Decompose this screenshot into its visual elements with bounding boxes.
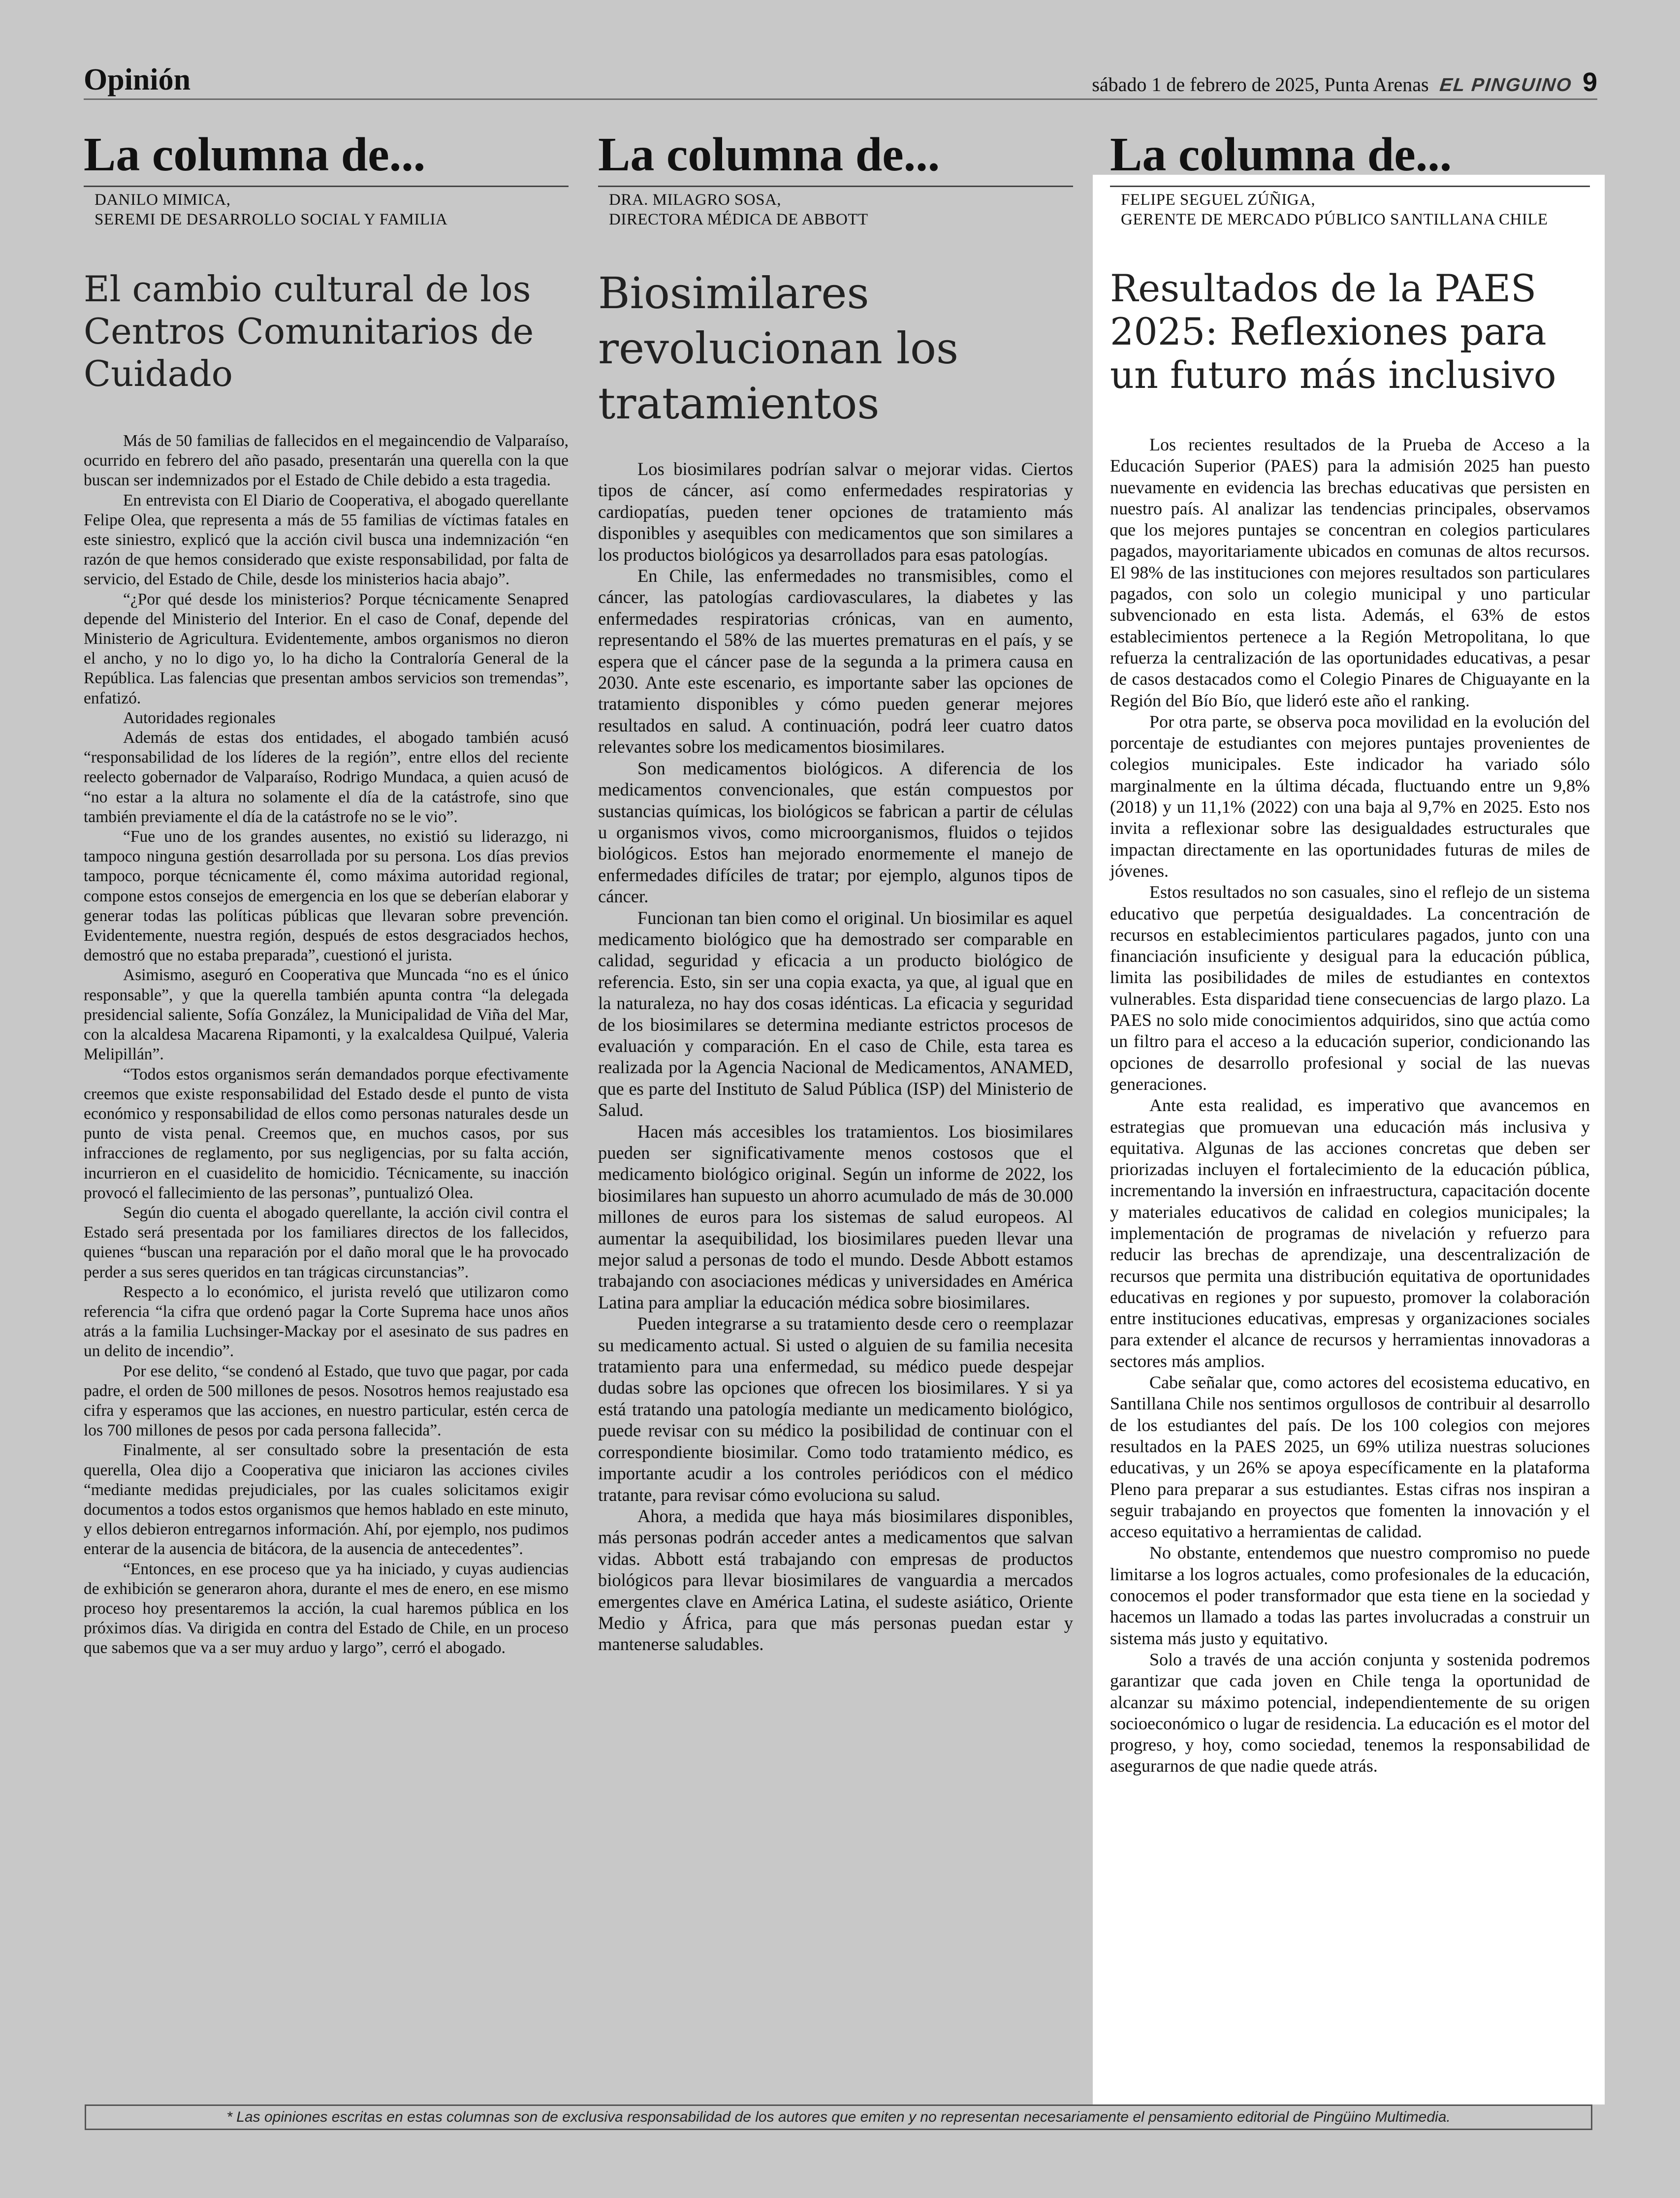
article-paragraph: “Todos estos organismos serán demandados porque efectivamente creemos que existe responsabilidad del Estado desde el punto de vista económico y responsabilidad de ellos como personas naturales desde un punto de vista penal. Creemos que, en muchos casos, por sus infracciones de reglamento, por sus negligencias, por su falta acción, incurrieron en el cuasidelito de homicidio. Técnicamente, su inacción provocó el fallecimiento de las personas”, puntualizó Olea. bbox=[84, 1065, 569, 1202]
article-paragraph: “Entonces, en ese proceso que ya ha iniciado, y cuyas audiencias de exhibición se generaron ahora, durante el mes de enero, en ese mismo proceso hoy presentaremos la acción, la cual haremos pública en los próximos días. Va dirigida en contra del Estado de Chile, en un proceso que sabemos que va a ser muy arduo y largo”, cerró el abogado. bbox=[84, 1560, 569, 1657]
column-kicker: La columna de... bbox=[1110, 130, 1590, 187]
article-paragraph: En Chile, las enfermedades no transmisibles, como el cáncer, las patologías cardiovasculares, la diabetes y las enfermedades respiratorias crónicas, van en aumento, representando el 58% de las muertes prematuras en el país, y se espera que el cáncer pase de la segunda a la primera causa en 2030. Ante este escenario, es importante saber las opciones de tratamiento disponibles y cómo pueden generar mejores resultados en salud. A continuación, podrá leer cuatro datos relevantes sobre los medicamentos biosimilares. bbox=[598, 566, 1073, 757]
header-meta bbox=[1092, 67, 1597, 97]
article-paragraph: En entrevista con El Diario de Cooperativa, el abogado querellante Felipe Olea, que representa a más de 55 familias de víctimas fatales en este siniestro, explicó que la acción civil busca una indemnización “en razón de que hemos considerado que existe responsabilidad, por falta de servicio, del Estado de Chile, desde los ministerios hacia abajo”. bbox=[84, 491, 569, 589]
column-kicker: La columna de... bbox=[598, 130, 1073, 187]
article-paragraph: Funcionan tan bien como el original. Un biosimilar es aquel medicamento biológico que ha demostrado ser comparable en calidad, seguridad y eficacia a un producto biológico de referencia. Esto, sin ser una copia exacta, ya que, al igual que en la naturaleza, no hay dos cosas idénticas. La eficacia y seguridad de los biosimilares se determina mediante estrictos procesos de evaluación y comparación. En el caso de Chile, esta tarea es realizada por la Agencia Nacional de Medicamentos, ANAMED, que es parte del Instituto de Salud Pública (ISP) del Ministerio de Salud. bbox=[598, 907, 1073, 1120]
article-paragraph: Los biosimilares podrían salvar o mejorar vidas. Ciertos tipos de cáncer, así como enfermedades respiratorias y cardiopatías, pueden tener opciones de tratamiento más disponibles y asequibles con medicamentos que son similares a los productos biológicos ya desarrollados para esas patologías. bbox=[598, 459, 1073, 565]
author-name: FELIPE SEGUEL ZÚÑIGA, bbox=[1121, 191, 1316, 209]
footer-disclaimer: * Las opiniones escritas en estas columnas son de exclusiva responsabilidad de los autores que emiten y no representan necesariamente el pensamiento editorial de Pingüino Multimedia. bbox=[85, 2104, 1592, 2130]
page-number: 9 bbox=[1582, 67, 1597, 97]
article-body bbox=[84, 431, 569, 1658]
section-name: Opinión bbox=[84, 63, 191, 96]
article-paragraph: Cabe señalar que, como actores del ecosistema educativo, en Santillana Chile nos sentimos orgullosos de contribuir al desarrollo de los estudiantes del país. De los 100 colegios con mejores resultados en la PAES 2025, un 69% utiliza nuestras soluciones educativas, y un 26% se apoya específicamente en la plataforma Pleno para preparar a sus estudiantes. Estas cifras nos inspiran a seguir trabajando en proyectos que fomenten la innovación y el acceso equitativo a herramientas de calidad. bbox=[1110, 1372, 1590, 1542]
author-name: DRA. MILAGRO SOSA, bbox=[609, 191, 782, 209]
article-paragraph: Asimismo, aseguró en Cooperativa que Muncada “no es el único responsable”, y que la querella también apunta contra “la delegada presidencial saliente, Sofía González, la Municipalidad de Viña del Mar, con la alcaldesa Macarena Ripamonti, y la exalcaldesa Quilpué, Valeria Melipillán”. bbox=[84, 966, 569, 1064]
article-body bbox=[1110, 434, 1590, 1777]
article-paragraph: Solo a través de una acción conjunta y sostenida podremos garantizar que cada joven en Chile tenga la oportunidad de alcanzar su máximo potencial, independientemente de su origen socioeconómico o lugar de residencia. La educación es el motor del progreso, y hoy, como sociedad, tenemos la responsabilidad de asegurarnos de que nadie quede atrás. bbox=[1110, 1649, 1590, 1776]
page-header bbox=[84, 62, 1597, 100]
article-paragraph: “Fue uno de los grandes ausentes, no existió su liderazgo, ni tampoco ninguna gestión desarrollada por su persona. Los días previos tampoco, porque técnicamente él, como máxima autoridad regional, compone estos consejos de emergencia en los que se deberían elaborar y generar todas las políticas públicas que llevaran sobre prevención. Evidentemente, nuestra región, después de estos desgraciados hechos, demostró que no estaba preparada”, cuestionó el jurista. bbox=[84, 828, 569, 965]
author-byline bbox=[95, 190, 569, 229]
column-3 bbox=[1110, 130, 1590, 1777]
article-headline: Resultados de la PAES 2025: Reflexiones para un futuro más inclusivo bbox=[1110, 266, 1556, 397]
article-paragraph: Más de 50 familias de fallecidos en el megaincendio de Valparaíso, ocurrido en febrero del año pasado, presentarán una querella con la que buscan ser indemnizados por el Estado de Chile debido a esta tragedia. bbox=[84, 432, 569, 490]
article-paragraph: Son medicamentos biológicos. A diferencia de los medicamentos convencionales, que están compuestos por sustancias químicas, los biológicos se fabrican a partir de células u organismos vivos, como microorganismos, fluidos o tejidos biológicos. Estos han mejorado enormemente el manejo de enfermedades difíciles de tratar; por ejemplo, algunos tipos de cáncer. bbox=[598, 758, 1073, 907]
article-paragraph: Respecto a lo económico, el jurista reveló que utilizaron como referencia “la cifra que ordenó pagar la Corte Suprema hace unos años atrás a la familia Luchsinger-Mackay por el asesinato de sus padres en un delito de incendio”. bbox=[84, 1282, 569, 1361]
issue-date: sábado 1 de febrero de 2025, Punta Arenas bbox=[1092, 73, 1429, 96]
article-headline: Biosimilares revolucionan los tratamientos bbox=[598, 268, 959, 429]
article-paragraph: Ante esta realidad, es imperativo que avancemos en estrategias que promuevan una educación más inclusiva y equitativa. Algunas de las acciones concretas que deben ser priorizadas incluyen el fortalecimiento de la educación pública, incrementando la inversión en infraestructura, capacitación docente y materiales educativos de calidad en colegios municipales; la implementación de programas de nivelación y refuerzo para reducir las brechas de aprendizaje, una descentralización de recursos que permita una distribución equitativa de oportunidades educativas en regiones y por supuesto, promover la colaboración entre instituciones educativas, empresas y organizaciones sociales para extender el alcance de recursos y herramientas innovadoras a sectores más amplios. bbox=[1110, 1095, 1590, 1371]
article-body bbox=[598, 458, 1073, 1655]
article-paragraph: Además de estas dos entidades, el abogado también acusó “responsabilidad de los líderes de la región”, entre ellos del reciente reelecto gobernador de Valparaíso, Rodrigo Mundaca, a quien acusó de “no estar a la altura no solamente el día de la catástrofe, sino que también previamente el día de la catástrofe no se le vio”. bbox=[84, 729, 569, 826]
article-paragraph: Según dio cuenta el abogado querellante, la acción civil contra el Estado será presentada por los familiares directos de los fallecidos, quienes “buscan una reparación por el daño moral que le ha provocado perder a sus seres queridos en tan trágicas circunstancias”. bbox=[84, 1203, 569, 1281]
author-role: DIRECTORA MÉDICA DE ABBOTT bbox=[609, 211, 868, 228]
article-paragraph: Finalmente, al ser consultado sobre la presentación de esta querella, Olea dijo a Cooperativa que iniciaron las acciones civiles “mediante medidas prejudiciales, por las cuales solicitamos exigir documentos a todos estos organismos que hemos hablado en este minuto, y ellos debieron entregarnos información. Ahí, por ejemplo, nos pudimos enterar de la ausencia de bitácora, de la ausencia de antecedentes”. bbox=[84, 1441, 569, 1559]
article-paragraph: Por ese delito, “se condenó al Estado, que tuvo que pagar, por cada padre, el orden de 500 millones de pesos. Nosotros hemos reajustado esa cifra y esperamos que las acciones, en nuestro particular, estén cerca de los 700 millones de pesos por cada persona fallecida”. bbox=[84, 1362, 569, 1440]
column-1 bbox=[84, 130, 569, 1658]
column-2 bbox=[598, 130, 1073, 1655]
article-paragraph: Los recientes resultados de la Prueba de Acceso a la Educación Superior (PAES) para la admisión 2025 han puesto nuevamente en evidencia las brechas educativas que persisten en nuestro país. Al analizar las tendencias principales, observamos que los mejores puntajes se concentran en colegios particulares pagados, mayoritariamente ubicados en comunas de altos recursos. El 98% de las instituciones con mejores resultados son particulares pagados, con solo un colegio municipal y uno particular subvencionado en esta lista. Además, el 63% de estos establecimientos pertenece a la Región Metropolitana, lo que refuerza la centralización de las oportunidades educativas, a pesar de casos destacados como el Colegio Pinares de Chiguayante en la Región del Bío Bío, que lideró este año el ranking. bbox=[1110, 435, 1590, 710]
article-paragraph: Por otra parte, se observa poca movilidad en la evolución del porcentaje de estudiantes con mejores puntajes provenientes de colegios municipales. Este indicador ha variado sólo marginalmente en la última década, fluctuando entre un 9,8% (2018) y un 11,1% (2022) con una baja al 9,7% en 2025. Esto nos invita a reflexionar sobre las desigualdades estructurales que impactan directamente en las oportunidades futuras de miles de jóvenes. bbox=[1110, 711, 1590, 881]
article-paragraph: Ahora, a medida que haya más biosimilares disponibles, más personas podrán acceder antes a medicamentos que salvan vidas. Abbott está trabajando con empresas de productos biológicos para llevar biosimilares de vanguardia a mercados emergentes clave en América Latina, el sudeste asiático, Oriente Medio y África, para que más personas puedan estar y mantenerse saludables. bbox=[598, 1505, 1073, 1655]
brand-logo: EL PINGUINO bbox=[1438, 75, 1573, 96]
article-paragraph: Estos resultados no son casuales, sino el reflejo de un sistema educativo que perpetúa desigualdades. La concentración de recursos en establecimientos particulares pagados, junto con una financiación insuficiente y desigual para la educación pública, limita las posibilidades de miles de estudiantes en contextos vulnerables. Esta disparidad tiene consecuencias de largo plazo. La PAES no solo mide conocimientos adquiridos, sino que actúa como un filtro para el acceso a la educación superior, condicionando las opciones de desarrollo profesional y social de las nuevas generaciones. bbox=[1110, 882, 1590, 1094]
article-paragraph: No obstante, entendemos que nuestro compromiso no puede limitarse a los logros actuales, como profesionales de la educación, conocemos el poder transformador que esta tiene en la sociedad y hacemos un llamado a todas las partes involucradas a construir un sistema más justo y equitativo. bbox=[1110, 1543, 1590, 1648]
author-role: GERENTE DE MERCADO PÚBLICO SANTILLANA CHILE bbox=[1121, 211, 1548, 228]
article-paragraph: “¿Por qué desde los ministerios? Porque técnicamente Senapred depende del Ministerio del Interior. En el caso de Conaf, depende del Ministerio de Agricultura. Evidentemente, ambos organismos no dieron el ancho, y no lo digo yo, lo ha dicho la Contraloría General de la República. Las falencias que presentan ambos servicios son tremendas”, enfatizó. bbox=[84, 590, 569, 707]
author-byline bbox=[609, 190, 1073, 229]
column-kicker: La columna de... bbox=[84, 130, 569, 187]
article-subheading: Autoridades regionales bbox=[123, 708, 276, 727]
author-role: SEREMI DE DESARROLLO SOCIAL Y FAMILIA bbox=[95, 211, 448, 228]
article-paragraph: Hacen más accesibles los tratamientos. Los biosimilares pueden ser significativamente menos costosos que el medicamento biológico original. Según un informe de 2022, los biosimilares han supuesto un ahorro acumulado de más de 30.000 millones de euros para los sistemas de salud europeos. Al aumentar la asequibilidad, los biosimilares pueden llevar una mejor salud a personas de todo el mundo. Desde Abbott estamos trabajando con asociaciones médicas y universidades en América Latina para ampliar la educación médica sobre biosimilares. bbox=[598, 1121, 1073, 1312]
author-name: DANILO MIMICA, bbox=[95, 191, 231, 209]
author-byline bbox=[1121, 190, 1590, 229]
article-headline: El cambio cultural de los Centros Comunitarios de Cuidado bbox=[84, 268, 534, 394]
article-paragraph: Pueden integrarse a su tratamiento desde cero o reemplazar su medicamento actual. Si usted o alguien de su familia necesita tratamiento para una enfermedad, su médico puede despejar dudas sobre las opciones que ofrecen los biosimilares. Y si ya está tratando una patología mediante un medicamento biológico, puede revisar con su médico la posibilidad de continuar con el correspondiente biosimilar. Como todo tratamiento médico, es importante acudir a los controles periódicos con el médico tratante, para revisar cómo evoluciona su salud. bbox=[598, 1313, 1073, 1505]
